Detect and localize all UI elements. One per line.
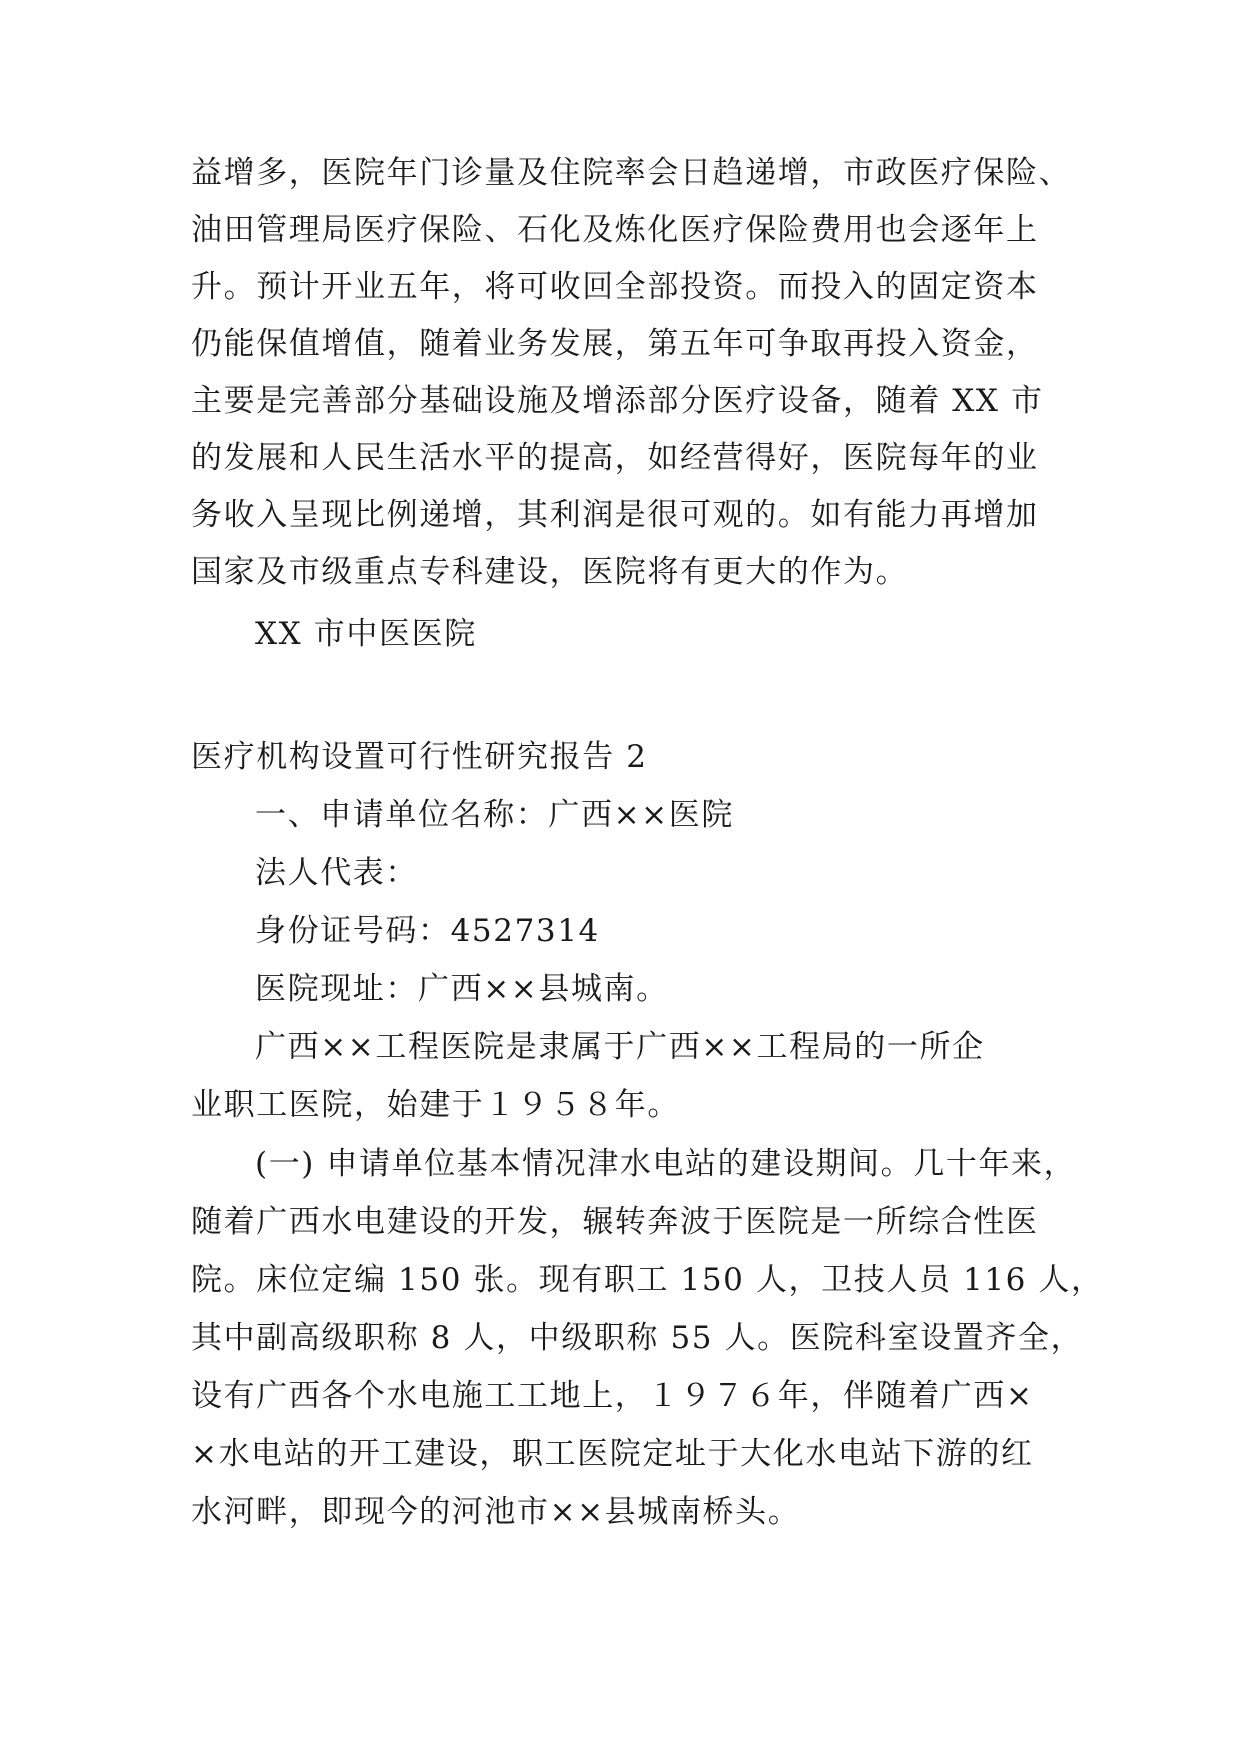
paragraph-1-line-3: 升。预计开业五年，将可收回全部投资。而投入的固定资本	[191, 269, 1039, 305]
id-number: 身份证号码：4527314	[255, 913, 600, 949]
paragraph-2-line-2: 业职工医院，始建于１９５８年。	[191, 1087, 680, 1123]
paragraph-3-line-3: 院。床位定编 150 张。现有职工 150 人，卫技人员 116 人，	[191, 1262, 1104, 1298]
paragraph-3-line-6: ×水电站的开工建设，职工医院定址于大化水电站下游的红	[191, 1436, 1034, 1472]
paragraph-3-line-2: 随着广西水电建设的开发，辗转奔波于医院是一所综合性医	[191, 1204, 1039, 1240]
paragraph-1-line-8: 国家及市级重点专科建设，医院将有更大的作为。	[191, 554, 909, 590]
signature: XX 市中医医院	[255, 616, 477, 652]
report-title: 医疗机构设置可行性研究报告 2	[191, 739, 648, 775]
paragraph-1-line-6: 的发展和人民生活水平的提高，如经营得好，医院每年的业	[191, 440, 1039, 476]
applicant-name: 一、申请单位名称：广西××医院	[255, 797, 734, 833]
paragraph-2-line-1: 广西××工程医院是隶属于广西××工程局的一所企	[255, 1029, 985, 1065]
paragraph-3-line-4: 其中副高级职称 8 人，中级职称 55 人。医院科室设置齐全，	[191, 1320, 1084, 1356]
legal-representative: 法人代表：	[255, 855, 418, 891]
paragraph-1-line-4: 仍能保值增值，随着业务发展，第五年可争取再投入资金，	[191, 326, 1039, 362]
paragraph-1-line-1: 益增多，医院年门诊量及住院率会日趋递增，市政医疗保险、	[191, 155, 1072, 191]
paragraph-1-line-7: 务收入呈现比例递增，其利润是很可观的。如有能力再增加	[191, 497, 1039, 533]
paragraph-3-line-7: 水河畔，即现今的河池市××县城南桥头。	[191, 1494, 801, 1530]
hospital-address: 医院现址：广西××县城南。	[255, 971, 669, 1007]
paragraph-3-line-1: (一) 申请单位基本情况津水电站的建设期间。几十年来，	[255, 1146, 1077, 1182]
paragraph-1-line-5: 主要是完善部分基础设施及增添部分医疗设备，随着 XX 市	[191, 383, 1044, 419]
paragraph-1-line-2: 油田管理局医疗保险、石化及炼化医疗保险费用也会逐年上	[191, 212, 1039, 248]
paragraph-3-line-5: 设有广西各个水电施工工地上，１９７６年，伴随着广西×	[191, 1378, 1034, 1414]
